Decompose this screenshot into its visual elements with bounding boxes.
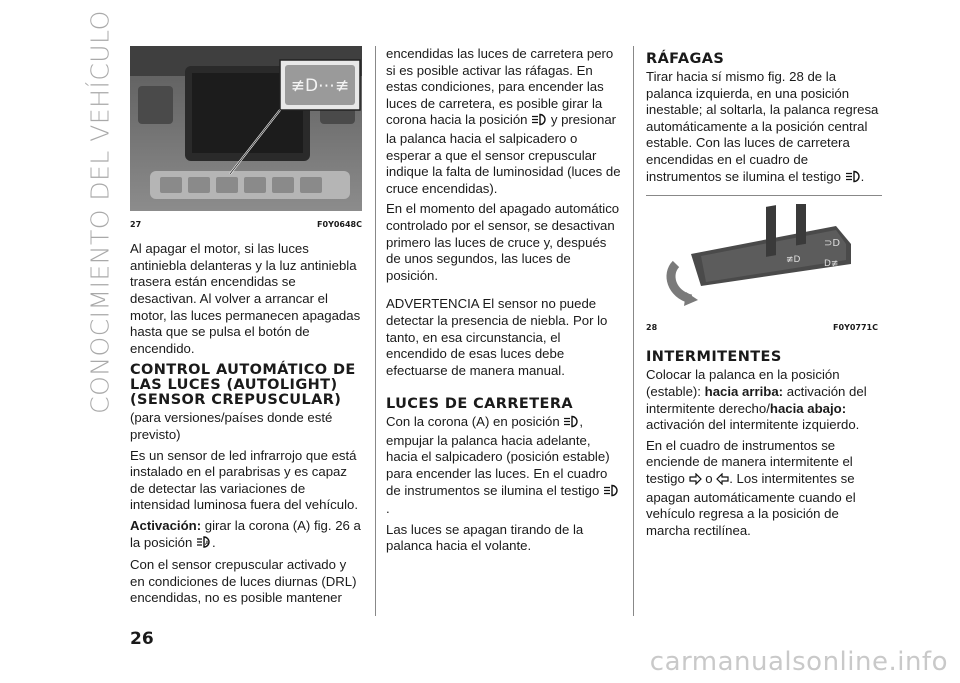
column-1 [130, 46, 362, 611]
figure-top-rule [646, 195, 882, 196]
dashboard-fog-button-image [130, 46, 362, 211]
paragraph: (para versiones/países donde esté previsto) [130, 410, 333, 442]
high-beam-indicator-icon [845, 170, 861, 188]
paragraph: En el cuadro de instrumentos se enciende de manera intermitente el testigo o . Los intermitentes se apagan automáticamente cuando el vehículo regresa a la posición de marcha rectilínea. [646, 437, 856, 538]
figure-28 [646, 204, 878, 336]
column-divider [375, 46, 376, 616]
paragraph: Las luces se apagan tirando de la palanca hacia el volante. [386, 521, 584, 554]
heading-luces-carretera: LUCES DE CARRETERA [386, 396, 574, 413]
heading-rafagas: RÁFAGAS [646, 51, 725, 67]
paragraph: En el momento del apagado automático controlado por el sensor, se desactivan primero las luces de cruce y, después de unos segundos, las luces de posición. [386, 201, 620, 283]
figure-28-caption: 28 F0Y0771C [646, 322, 878, 332]
svg-text:≢D: ≢D [786, 255, 801, 266]
warning-paragraph: ADVERTENCIA El sensor no puede detectar la presencia de niebla. Por lo tanto, en esa circunstancia, el encendido de esas luces debe efectuarse de manera manual. [386, 296, 608, 378]
paragraph: Con la corona (A) en posición , empujar la palanca hacia adelante, hacia el salpicadero (posición estable) para encender las luces. En el cuadro de instrumentos se ilumina el testigo . [386, 414, 622, 518]
column-divider [633, 46, 634, 616]
figure-27-caption: 27 F0Y0648C [130, 219, 362, 229]
paragraph: Es un sensor de led infrarrojo que está instalado en el parabrisas y es capaz de detectar las variaciones de intensidad luminosa fuera del vehículo. [130, 447, 358, 513]
auto-light-icon [196, 535, 212, 554]
page-number: 26 [130, 629, 154, 649]
turn-right-indicator-icon [689, 473, 702, 490]
column-2 [386, 46, 622, 559]
watermark: carmanualsonline.info [649, 647, 948, 677]
paragraph: Tirar hacia sí mismo fig. 28 de la palanca izquierda, en una posición inestable; al soltarla, la palanca regresa automáticamente a la posición central estable. Con las luces de carretera encendidas en el cuadro de instrumentos se ilumina el testigo . [646, 69, 882, 187]
light-stalk-image [646, 204, 878, 314]
high-beam-icon [563, 415, 579, 433]
svg-text:A: A [204, 539, 210, 547]
figure-27 [130, 46, 362, 233]
paragraph: Colocar la palanca en la posición (estable): hacia arriba: activación del intermitente derecho/hacia abajo: activación del intermitente izquierdo. [646, 367, 867, 433]
column-3 [646, 46, 882, 543]
high-beam-icon [531, 113, 547, 131]
svg-text:D≢: D≢ [824, 259, 839, 270]
heading-control-automatico: CONTROL AUTOMÁTICO DE LAS LUCES (AUTOLIGHT) (SENSOR CREPUSCULAR) [130, 362, 356, 409]
svg-text:⊃D: ⊃D [824, 238, 841, 250]
paragraph-activacion: Activación: girar la corona (A) fig. 26 a la posición A . [130, 518, 362, 553]
section-side-title: CONOCIMIENTO DEL VEHÍCULO [85, 10, 115, 414]
high-beam-indicator-icon [603, 484, 619, 502]
svg-text:≢D⋯≢: ≢D⋯≢ [290, 76, 350, 96]
heading-intermitentes: INTERMITENTES [646, 349, 782, 366]
paragraph: encendidas las luces de carretera pero si es posible activar las ráfagas. En estas condiciones, para encender las luces de carretera, es posible girar la corona hacia la posición y presionar la palanca hacia el salpicadero o esperar a que el sensor crepuscular indique la falta de luminosidad (luces de cruce encendidas). [386, 46, 621, 196]
turn-left-indicator-icon [716, 473, 729, 490]
paragraph: Al apagar el motor, si las luces antiniebla delanteras y la luz antiniebla trasera están encendidas se desactivan. Al volver a arrancar el motor, las luces permanecen apagadas hasta que se pulsa el botón de encendido. [130, 241, 361, 356]
paragraph: Con el sensor crepuscular activado y en condiciones de luces diurnas (DRL) encendidas, no es posible mantener [130, 557, 357, 606]
